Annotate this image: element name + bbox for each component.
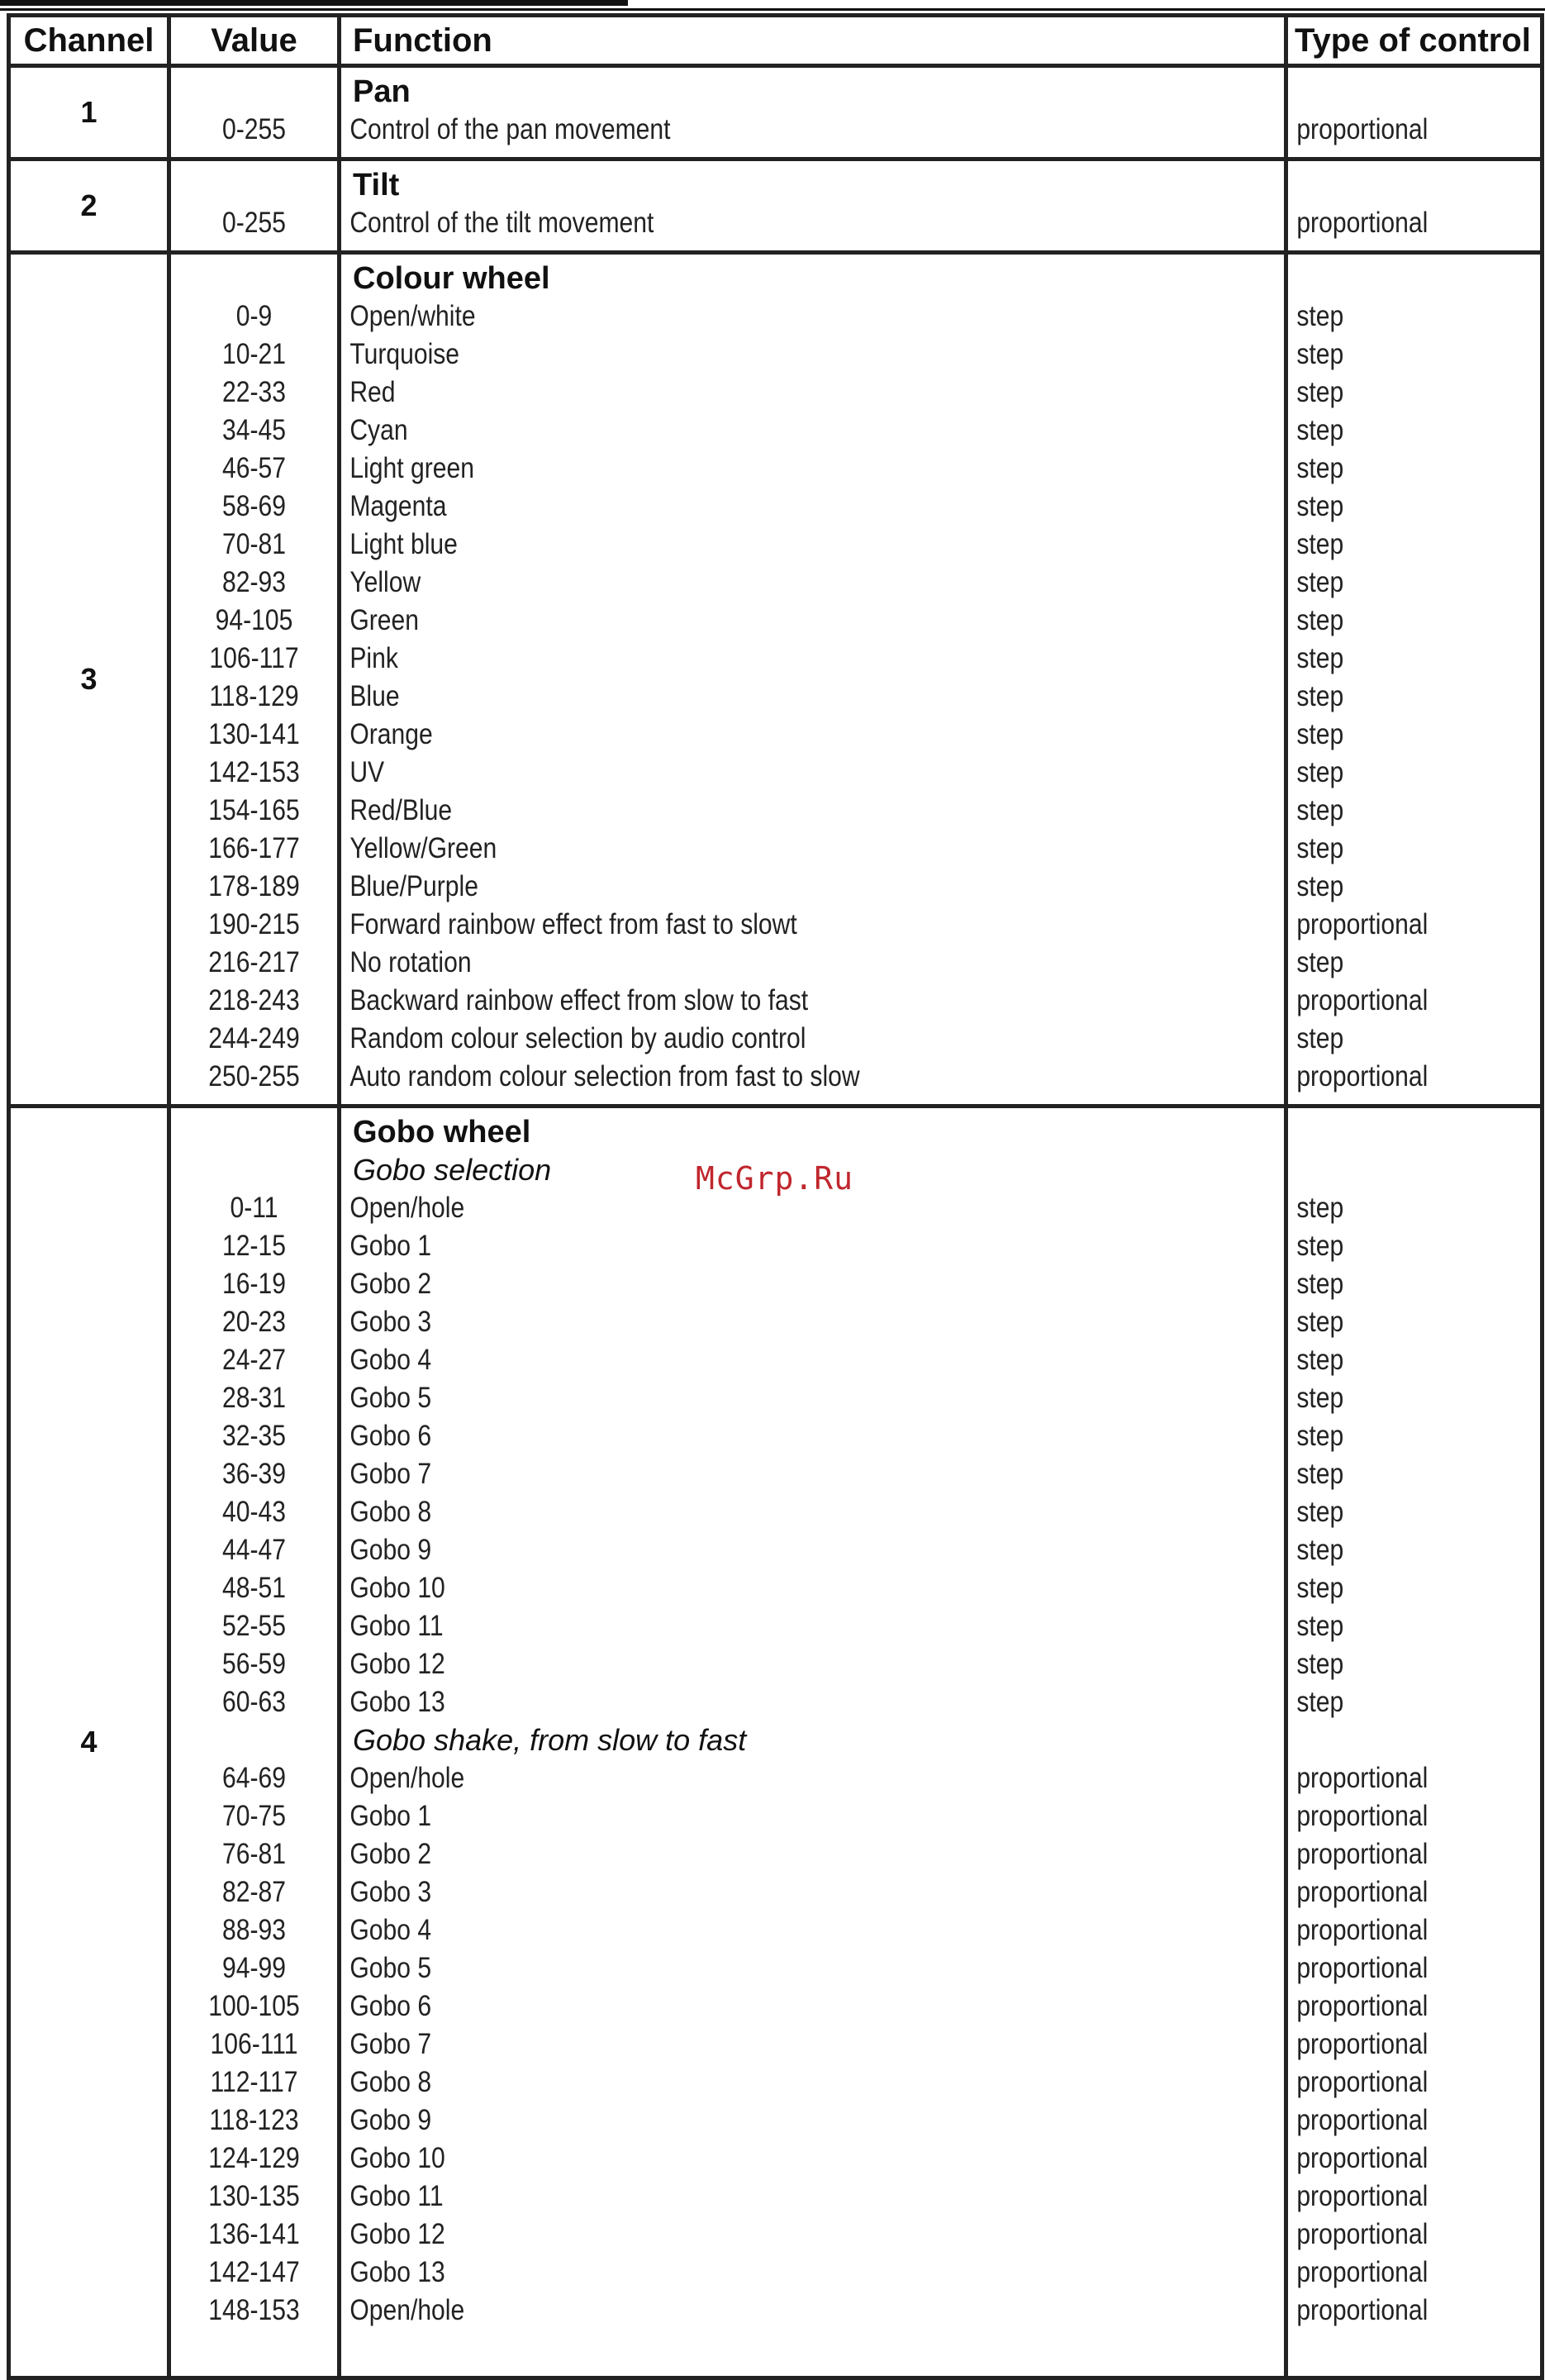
header-function: Function bbox=[340, 16, 1286, 66]
spacer bbox=[171, 73, 337, 111]
function-description: Blue/Purple bbox=[349, 870, 478, 902]
value-column bbox=[169, 253, 340, 1107]
function-description: Random colour selection by audio control bbox=[349, 1022, 806, 1054]
dmx-value-range: 148-153 bbox=[208, 2294, 300, 2326]
control-type: step bbox=[1296, 338, 1344, 370]
control-type: step bbox=[1296, 528, 1344, 560]
control-type: proportional bbox=[1296, 908, 1429, 940]
control-type: step bbox=[1296, 642, 1344, 674]
dmx-value-range: 28-31 bbox=[222, 1382, 286, 1414]
dmx-value-range: 106-111 bbox=[210, 2028, 298, 2060]
control-type: proportional bbox=[1296, 2104, 1429, 2136]
function-description: Gobo 13 bbox=[349, 2256, 445, 2288]
type-column bbox=[1286, 159, 1543, 253]
type-column bbox=[1286, 1107, 1543, 2378]
control-type: proportional bbox=[1296, 2028, 1429, 2060]
control-type: step bbox=[1296, 1268, 1344, 1300]
control-type: proportional bbox=[1296, 2066, 1429, 2098]
function-description: Cyan bbox=[349, 414, 408, 446]
dmx-value-range: 130-135 bbox=[208, 2180, 300, 2212]
spacer bbox=[171, 1113, 337, 1151]
control-type: proportional bbox=[1296, 1762, 1429, 1794]
function-description: Light blue bbox=[349, 528, 458, 560]
spacer bbox=[1288, 242, 1540, 250]
dmx-value-range: 118-123 bbox=[209, 2104, 299, 2136]
function-description: Gobo 3 bbox=[349, 1306, 432, 1338]
control-type: step bbox=[1296, 718, 1344, 750]
control-type: step bbox=[1296, 680, 1344, 712]
dmx-value-range: 20-23 bbox=[222, 1306, 286, 1338]
dmx-value-range: 60-63 bbox=[222, 1686, 286, 1718]
dmx-value-range: 0-11 bbox=[230, 1192, 278, 1224]
function-column bbox=[340, 1107, 1286, 2378]
spacer bbox=[171, 1151, 337, 1189]
control-type: step bbox=[1296, 1534, 1344, 1566]
spacer bbox=[1288, 1721, 1540, 1759]
dmx-value-range: 24-27 bbox=[222, 1344, 286, 1376]
dmx-value-range: 22-33 bbox=[222, 376, 286, 408]
table-header-row bbox=[9, 16, 1543, 66]
control-type: step bbox=[1296, 756, 1344, 788]
table-body bbox=[9, 66, 1543, 2378]
spacer bbox=[171, 259, 337, 298]
control-type: step bbox=[1296, 870, 1344, 902]
dmx-value-range: 218-243 bbox=[208, 984, 300, 1016]
control-type: proportional bbox=[1296, 1800, 1429, 1832]
function-description: Gobo 9 bbox=[349, 2104, 432, 2136]
control-type: proportional bbox=[1296, 1990, 1429, 2022]
function-description: Blue bbox=[349, 680, 400, 712]
function-description: Open/hole bbox=[349, 2294, 465, 2326]
function-column bbox=[340, 66, 1286, 159]
function-description: Gobo 7 bbox=[349, 2028, 432, 2060]
control-type: step bbox=[1296, 1192, 1344, 1224]
dmx-value-range: 106-117 bbox=[209, 642, 299, 674]
value-column bbox=[169, 66, 340, 159]
spacer bbox=[1288, 2368, 1540, 2376]
function-description: Gobo 12 bbox=[349, 1648, 445, 1680]
function-description: Gobo 3 bbox=[349, 1876, 432, 1908]
function-column bbox=[340, 159, 1286, 253]
type-column bbox=[1286, 66, 1543, 159]
dmx-value-range: 64-69 bbox=[222, 1762, 286, 1794]
function-description: Gobo 4 bbox=[349, 1344, 432, 1376]
channel-number: 3 bbox=[9, 253, 169, 1107]
function-description: Gobo 10 bbox=[349, 1572, 445, 1604]
control-type: step bbox=[1296, 452, 1344, 484]
dmx-value-range: 190-215 bbox=[208, 908, 300, 940]
control-type: step bbox=[1296, 414, 1344, 446]
spacer bbox=[1288, 73, 1540, 111]
channel-number: 4 bbox=[9, 1107, 169, 2378]
function-description: UV bbox=[349, 756, 385, 788]
function-description: Pink bbox=[349, 642, 398, 674]
function-description: Red bbox=[349, 376, 396, 408]
spacer bbox=[171, 242, 337, 250]
dmx-value-range: 142-153 bbox=[208, 756, 300, 788]
header-value: Value bbox=[169, 16, 340, 66]
function-description: Gobo 11 bbox=[349, 2180, 444, 2212]
dmx-value-range: 94-105 bbox=[215, 604, 293, 636]
dmx-value-range: 94-99 bbox=[222, 1952, 286, 1984]
dmx-value-range: 244-249 bbox=[208, 1022, 300, 1054]
dmx-value-range: 178-189 bbox=[208, 870, 300, 902]
dmx-channel-table bbox=[7, 13, 1544, 2380]
control-type: step bbox=[1296, 1496, 1344, 1528]
channel-number: 2 bbox=[9, 159, 169, 253]
spacer bbox=[1288, 1113, 1540, 1151]
section-subtitle: Gobo shake, from slow to fast bbox=[353, 1723, 747, 1757]
control-type: step bbox=[1296, 1022, 1344, 1054]
function-description: Gobo 2 bbox=[349, 1268, 432, 1300]
control-type: proportional bbox=[1296, 1952, 1429, 1984]
spacer bbox=[171, 166, 337, 204]
channel-row-3 bbox=[9, 253, 1543, 1107]
section-subtitle: Gobo selection bbox=[353, 1153, 552, 1187]
spacer bbox=[1288, 259, 1540, 298]
control-type: step bbox=[1296, 794, 1344, 826]
function-description: Gobo 5 bbox=[349, 1952, 432, 1984]
control-type: proportional bbox=[1296, 984, 1429, 1016]
function-description: Gobo 13 bbox=[349, 1686, 445, 1718]
control-type: proportional bbox=[1296, 207, 1429, 239]
control-type: step bbox=[1296, 1458, 1344, 1490]
dmx-value-range: 44-47 bbox=[222, 1534, 286, 1566]
control-type: step bbox=[1296, 1648, 1344, 1680]
spacer bbox=[171, 1721, 337, 1759]
spacer bbox=[1288, 1151, 1540, 1189]
spacer bbox=[341, 2368, 1284, 2376]
function-description: Control of the pan movement bbox=[349, 113, 671, 145]
dmx-value-range: 10-21 bbox=[222, 338, 286, 370]
control-type: proportional bbox=[1296, 2256, 1429, 2288]
control-type: proportional bbox=[1296, 2142, 1429, 2174]
dmx-value-range: 0-255 bbox=[222, 113, 286, 145]
function-description: No rotation bbox=[349, 946, 472, 978]
dmx-value-range: 48-51 bbox=[222, 1572, 286, 1604]
control-type: step bbox=[1296, 1306, 1344, 1338]
function-description: Gobo 6 bbox=[349, 1420, 432, 1452]
function-description: Gobo 8 bbox=[349, 2066, 432, 2098]
function-description: Yellow bbox=[349, 566, 421, 598]
dmx-value-range: 76-81 bbox=[222, 1838, 286, 1870]
header-channel: Channel bbox=[9, 16, 169, 66]
top-rule-thin bbox=[0, 8, 1545, 11]
type-column bbox=[1286, 253, 1543, 1107]
dmx-value-range: 36-39 bbox=[222, 1458, 286, 1490]
function-description: Turquoise bbox=[349, 338, 460, 370]
function-description: Magenta bbox=[349, 490, 447, 522]
control-type: step bbox=[1296, 1344, 1344, 1376]
function-description: Green bbox=[349, 604, 419, 636]
dmx-value-range: 34-45 bbox=[222, 414, 286, 446]
function-description: Red/Blue bbox=[349, 794, 453, 826]
channel-row-1 bbox=[9, 66, 1543, 159]
function-description: Gobo 5 bbox=[349, 1382, 432, 1414]
function-description: Orange bbox=[349, 718, 433, 750]
function-description: Gobo 4 bbox=[349, 1914, 432, 1946]
control-type: step bbox=[1296, 946, 1344, 978]
channel-number: 1 bbox=[9, 66, 169, 159]
dmx-value-range: 70-75 bbox=[222, 1800, 286, 1832]
dmx-value-range: 0-255 bbox=[222, 207, 286, 239]
dmx-value-range: 0-9 bbox=[235, 300, 273, 332]
dmx-value-range: 118-129 bbox=[209, 680, 299, 712]
spacer bbox=[1288, 166, 1540, 204]
value-column bbox=[169, 159, 340, 253]
function-description: Open/hole bbox=[349, 1192, 465, 1224]
control-type: step bbox=[1296, 1686, 1344, 1718]
spacer bbox=[171, 2330, 337, 2368]
dmx-value-range: 216-217 bbox=[208, 946, 300, 978]
control-type: proportional bbox=[1296, 1838, 1429, 1870]
dmx-value-range: 70-81 bbox=[222, 528, 286, 560]
dmx-value-range: 82-87 bbox=[222, 1876, 286, 1908]
dmx-value-range: 250-255 bbox=[208, 1060, 300, 1092]
channel-row-2 bbox=[9, 159, 1543, 253]
channel-function-title: Pan bbox=[353, 74, 411, 109]
control-type: step bbox=[1296, 1572, 1344, 1604]
dmx-value-range: 52-55 bbox=[222, 1610, 286, 1642]
dmx-value-range: 130-141 bbox=[208, 718, 300, 750]
control-type: proportional bbox=[1296, 1060, 1429, 1092]
dmx-value-range: 16-19 bbox=[222, 1268, 286, 1300]
function-description: Gobo 1 bbox=[349, 1230, 432, 1262]
header-type-of-control: Type of control bbox=[1286, 16, 1543, 66]
watermark: McGrp.Ru bbox=[696, 1160, 854, 1197]
control-type: step bbox=[1296, 1420, 1344, 1452]
control-type: step bbox=[1296, 300, 1344, 332]
function-description: Gobo 12 bbox=[349, 2218, 445, 2250]
control-type: proportional bbox=[1296, 1914, 1429, 1946]
function-description: Open/hole bbox=[349, 1762, 465, 1794]
dmx-value-range: 124-129 bbox=[208, 2142, 300, 2174]
function-description: Open/white bbox=[349, 300, 476, 332]
spacer bbox=[171, 2368, 337, 2376]
channel-function-title: Gobo wheel bbox=[353, 1115, 531, 1150]
dmx-value-range: 88-93 bbox=[222, 1914, 286, 1946]
dmx-value-range: 40-43 bbox=[222, 1496, 286, 1528]
function-description: Backward rainbow effect from slow to fast bbox=[349, 984, 809, 1016]
control-type: step bbox=[1296, 1610, 1344, 1642]
dmx-value-range: 56-59 bbox=[222, 1648, 286, 1680]
function-description: Yellow/Green bbox=[349, 832, 497, 864]
function-description: Gobo 9 bbox=[349, 1534, 432, 1566]
function-description: Gobo 2 bbox=[349, 1838, 432, 1870]
dmx-value-range: 58-69 bbox=[222, 490, 286, 522]
control-type: step bbox=[1296, 832, 1344, 864]
control-type: step bbox=[1296, 1230, 1344, 1262]
dmx-value-range: 142-147 bbox=[208, 2256, 300, 2288]
spacer bbox=[341, 149, 1284, 157]
value-column bbox=[169, 1107, 340, 2378]
control-type: proportional bbox=[1296, 113, 1429, 145]
dmx-value-range: 136-141 bbox=[208, 2218, 300, 2250]
dmx-value-range: 46-57 bbox=[222, 452, 286, 484]
spacer bbox=[171, 149, 337, 157]
spacer bbox=[171, 1096, 337, 1104]
dmx-value-range: 166-177 bbox=[208, 832, 300, 864]
spacer bbox=[1288, 149, 1540, 157]
dmx-value-range: 100-105 bbox=[208, 1990, 300, 2022]
dmx-value-range: 32-35 bbox=[222, 1420, 286, 1452]
dmx-value-range: 82-93 bbox=[222, 566, 286, 598]
dmx-value-range: 112-117 bbox=[210, 2066, 298, 2098]
control-type: step bbox=[1296, 376, 1344, 408]
channel-row-4 bbox=[9, 1107, 1543, 2378]
dmx-value-range: 12-15 bbox=[222, 1230, 286, 1262]
function-description: Forward rainbow effect from fast to slowt bbox=[349, 908, 797, 940]
control-type: proportional bbox=[1296, 2218, 1429, 2250]
function-description: Light green bbox=[349, 452, 474, 484]
function-description: Gobo 1 bbox=[349, 1800, 432, 1832]
function-description: Gobo 8 bbox=[349, 1496, 432, 1528]
function-description: Control of the tilt movement bbox=[349, 207, 654, 239]
channel-function-title: Tilt bbox=[353, 168, 400, 202]
top-rule-thick bbox=[0, 0, 628, 6]
control-type: step bbox=[1296, 490, 1344, 522]
function-description: Gobo 11 bbox=[349, 1610, 444, 1642]
spacer bbox=[1288, 2330, 1540, 2368]
control-type: proportional bbox=[1296, 1876, 1429, 1908]
function-column bbox=[340, 253, 1286, 1107]
function-description: Auto random colour selection from fast to slow bbox=[349, 1060, 860, 1092]
spacer bbox=[341, 2330, 1284, 2368]
function-description: Gobo 10 bbox=[349, 2142, 445, 2174]
control-type: step bbox=[1296, 1382, 1344, 1414]
spacer bbox=[341, 1096, 1284, 1104]
dmx-value-range: 154-165 bbox=[208, 794, 300, 826]
control-type: proportional bbox=[1296, 2294, 1429, 2326]
control-type: proportional bbox=[1296, 2180, 1429, 2212]
channel-function-title: Colour wheel bbox=[353, 261, 550, 296]
function-description: Gobo 6 bbox=[349, 1990, 432, 2022]
control-type: step bbox=[1296, 604, 1344, 636]
spacer bbox=[1288, 1096, 1540, 1104]
control-type: step bbox=[1296, 566, 1344, 598]
function-description: Gobo 7 bbox=[349, 1458, 432, 1490]
spacer bbox=[341, 242, 1284, 250]
